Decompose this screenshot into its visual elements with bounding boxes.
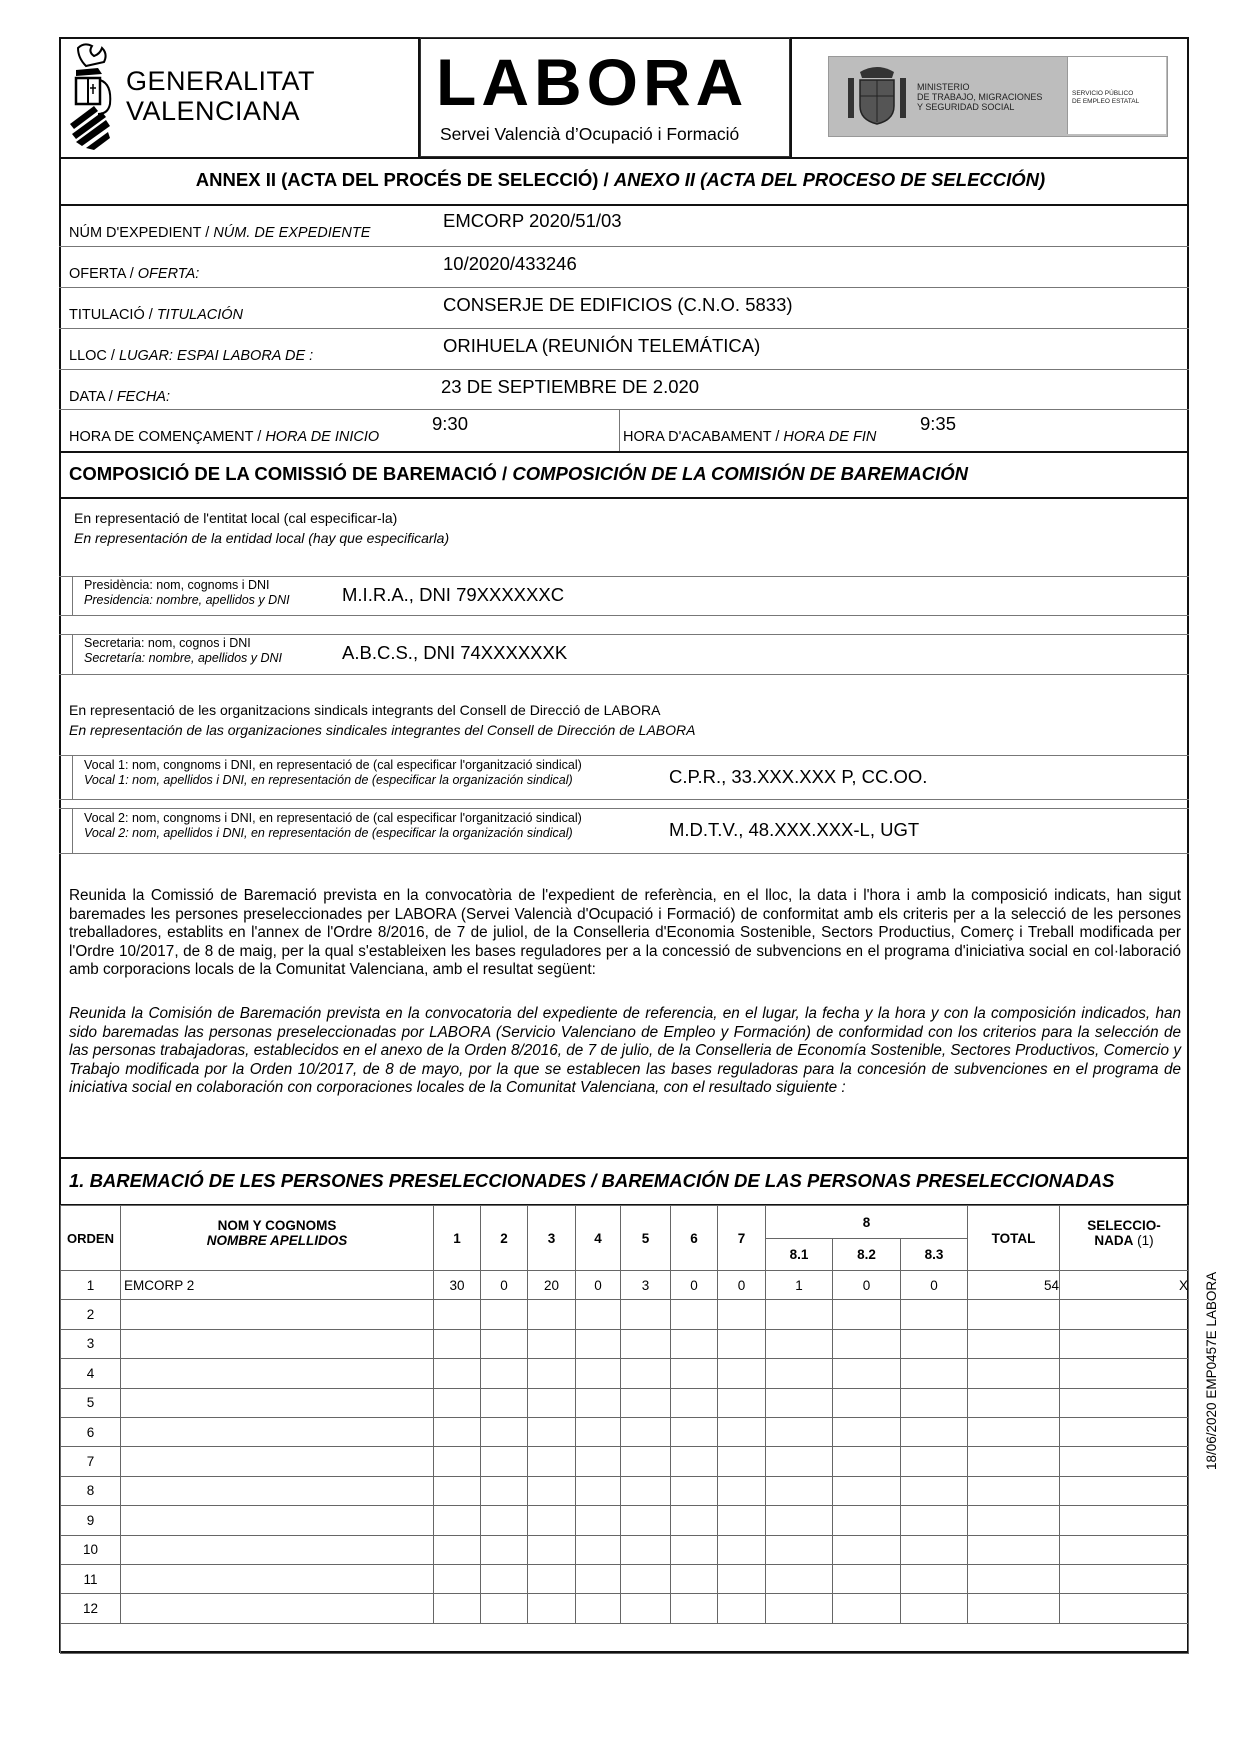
cell-total — [968, 1594, 1060, 1623]
sindicals-rep-ca: En representació de les organitzacions sindicals integrants del Consell de Direcció de LABORA — [69, 702, 661, 718]
cell-c81 — [766, 1506, 833, 1535]
cell-c6 — [671, 1447, 718, 1476]
fecha-label: DATA / FECHA: — [69, 389, 170, 405]
hora-fin-label: HORA D'ACABAMENT / HORA DE FIN — [623, 429, 877, 445]
cell-c83 — [901, 1476, 968, 1505]
cell-c81 — [766, 1535, 833, 1564]
table-row — [61, 1594, 1189, 1623]
col-nombre: NOM Y COGNOMS NOMBRE APELLIDOS — [121, 1206, 434, 1271]
cell-c2 — [481, 1300, 528, 1329]
cell-c4 — [576, 1388, 621, 1417]
cell-orden: 5 — [61, 1388, 121, 1417]
cell-total — [968, 1535, 1060, 1564]
cell-total — [968, 1564, 1060, 1593]
paragraph-es: Reunida la Comisión de Baremación prevista en la convocatoria del expediente de referencia, en el lugar, la fecha y la hora y con la composición indicados, han sido baremadas las personas preseleccionadas por LABORA (Servicio Valenciano de Empleo y Formación) de conformidad con los criterios para la selección de las personas trabajadoras, establecidos en el anexo de la Orden 8/2016, de 7 de julio, de la Conselleria de Economía Sostenible, Sectores Productivos, Comercio y Trabajo modificada por la Orden 10/2017, de 8 de mayo, por la que se establecen las bases reguladoras para la concesión de subvenciones en el programa de iniciativa social en colaboración con corporaciones locales de la Comunitat Valenciana, con el resultado siguiente : — [69, 1005, 1181, 1097]
generalitat-logo-text — [126, 66, 315, 126]
oferta-label: OFERTA / OFERTA: — [69, 266, 200, 282]
cell-c4 — [576, 1300, 621, 1329]
cell-c2 — [481, 1594, 528, 1623]
cell-c83 — [901, 1594, 968, 1623]
lugar-label: LLOC / LUGAR: ESPAI LABORA DE : — [69, 348, 314, 364]
cell-sel — [1060, 1447, 1189, 1476]
cell-c82 — [833, 1300, 901, 1329]
presidencia-value: M.I.R.A., DNI 79XXXXXXC — [342, 584, 565, 605]
generalitat-line2: VALENCIANA — [126, 96, 301, 126]
cell-c5 — [621, 1329, 671, 1358]
cell-c7 — [718, 1506, 766, 1535]
cell-c7 — [718, 1359, 766, 1388]
table-row — [61, 1476, 1189, 1505]
cell-c1 — [434, 1359, 481, 1388]
cell-c1 — [434, 1476, 481, 1505]
cell-c2 — [481, 1329, 528, 1358]
cell-c4 — [576, 1329, 621, 1358]
cell-c7: 0 — [718, 1271, 766, 1300]
titulacion-value: CONSERJE DE EDIFICIOS (C.N.O. 5833) — [443, 294, 793, 315]
cell-c5 — [621, 1476, 671, 1505]
sepe-text — [1072, 90, 1139, 106]
cell-c81 — [766, 1417, 833, 1446]
cell-c7 — [718, 1300, 766, 1329]
cell-sel: X — [1060, 1271, 1189, 1300]
cell-orden: 8 — [61, 1476, 121, 1505]
cell-c82 — [833, 1476, 901, 1505]
cell-orden: 11 — [61, 1564, 121, 1593]
baremacion-title: 1. BAREMACIÓ DE LES PERSONES PRESELECCIONADES / BAREMACIÓN DE LAS PERSONAS PRESELECCIONADAS — [69, 1170, 1115, 1191]
hora-inicio-value: 9:30 — [432, 413, 469, 434]
col-total: TOTAL — [968, 1206, 1060, 1271]
cell-c81 — [766, 1300, 833, 1329]
cell-c7 — [718, 1417, 766, 1446]
ministerio-line1: MINISTERIO — [917, 82, 970, 92]
cell-c81 — [766, 1476, 833, 1505]
cell-c5 — [621, 1447, 671, 1476]
lugar-value: ORIHUELA (REUNIÓN TELEMÁTICA) — [443, 335, 761, 356]
cell-c3 — [528, 1535, 576, 1564]
cell-total — [968, 1300, 1060, 1329]
cell-total — [968, 1388, 1060, 1417]
cell-c4 — [576, 1564, 621, 1593]
sepe-line2: DE EMPLEO ESTATAL — [1072, 98, 1140, 105]
col-4: 4 — [576, 1206, 621, 1271]
table-row — [61, 1271, 1189, 1300]
cell-c5 — [621, 1535, 671, 1564]
cell-c81 — [766, 1594, 833, 1623]
cell-sel — [1060, 1329, 1189, 1358]
cell-c3: 20 — [528, 1271, 576, 1300]
header-divider — [790, 37, 792, 157]
cell-c5 — [621, 1359, 671, 1388]
local-rep-es: En representación de la entidad local (hay que especificarla) — [74, 530, 450, 546]
cell-c3 — [528, 1388, 576, 1417]
cell-total — [968, 1329, 1060, 1358]
cell-c6 — [671, 1564, 718, 1593]
sindicals-rep-es: En representación de las organizaciones sindicales integrantes del Consell de Dirección de LABORA — [69, 722, 696, 738]
hora-inicio-label: HORA DE COMENÇAMENT / HORA DE INICIO — [69, 429, 380, 445]
cell-c3 — [528, 1329, 576, 1358]
sepe-line1: SERVICIO PÚBLICO — [1072, 90, 1134, 97]
cell-c7 — [718, 1388, 766, 1417]
cell-c3 — [528, 1594, 576, 1623]
cell-c3 — [528, 1359, 576, 1388]
cell-total — [968, 1506, 1060, 1535]
cell-c4 — [576, 1506, 621, 1535]
cell-orden: 12 — [61, 1594, 121, 1623]
col-3: 3 — [528, 1206, 576, 1271]
cell-c83 — [901, 1359, 968, 1388]
generalitat-crest-icon — [66, 42, 118, 152]
table-row — [61, 1564, 1189, 1593]
col-1: 1 — [434, 1206, 481, 1271]
cell-total: 54 — [968, 1271, 1060, 1300]
table-footer-row — [61, 1623, 1189, 1653]
cell-c1 — [434, 1564, 481, 1593]
cell-name — [121, 1506, 434, 1535]
cell-c82 — [833, 1417, 901, 1446]
cell-c83 — [901, 1300, 968, 1329]
cell-c3 — [528, 1447, 576, 1476]
cell-c82 — [833, 1388, 901, 1417]
cell-total — [968, 1417, 1060, 1446]
col-5: 5 — [621, 1206, 671, 1271]
cell-c6 — [671, 1535, 718, 1564]
vocal1-label: Vocal 1: nom, congnoms i DNI, en representació de (cal especificar l'organització sindical) Vocal 1: nom, apellidos i DNI, en representación de (especificar la organización sindical) — [84, 758, 582, 787]
labora-logo-subtitle: Servei Valencià d’Ocupació i Formació — [440, 124, 740, 144]
cell-total — [968, 1447, 1060, 1476]
cell-name — [121, 1388, 434, 1417]
cell-orden: 1 — [61, 1271, 121, 1300]
table-row — [61, 1388, 1189, 1417]
col-8: 8 — [766, 1206, 968, 1239]
cell-sel — [1060, 1594, 1189, 1623]
hora-fin-value: 9:35 — [920, 413, 957, 434]
side-document-code: 18/06/2020 EMP0457E LABORA — [1204, 1271, 1219, 1470]
cell-orden: 7 — [61, 1447, 121, 1476]
baremacion-table — [60, 1205, 1189, 1654]
cell-name — [121, 1417, 434, 1446]
cell-c82 — [833, 1359, 901, 1388]
cell-sel — [1060, 1388, 1189, 1417]
cell-c7 — [718, 1564, 766, 1593]
cell-c4 — [576, 1359, 621, 1388]
cell-sel — [1060, 1506, 1189, 1535]
cell-c81 — [766, 1564, 833, 1593]
cell-c2 — [481, 1417, 528, 1446]
cell-c1 — [434, 1447, 481, 1476]
spain-coat-of-arms-icon — [846, 64, 908, 126]
titulacion-label: TITULACIÓ / TITULACIÓN — [69, 307, 244, 323]
cell-c3 — [528, 1506, 576, 1535]
cell-c4: 0 — [576, 1271, 621, 1300]
cell-c1 — [434, 1506, 481, 1535]
col-8-3: 8.3 — [901, 1239, 968, 1271]
cell-name: EMCORP 2 — [121, 1271, 434, 1300]
vocal2-value: M.D.T.V., 48.XXX.XXX-L, UGT — [669, 819, 920, 840]
cell-c2 — [481, 1447, 528, 1476]
col-2: 2 — [481, 1206, 528, 1271]
cell-name — [121, 1447, 434, 1476]
cell-c5 — [621, 1388, 671, 1417]
cell-c83 — [901, 1329, 968, 1358]
col-seleccionada: SELECCIO- NADA (1) — [1060, 1206, 1189, 1271]
paragraph-ca: Reunida la Comissió de Baremació prevista en la convocatòria de l'expedient de referència, en el lloc, la data i l'hora i amb la composició indicats, han sigut baremades les persones preseleccionades per LABORA (Servei Valencià d'Ocupació i Formació) de conformitat amb els criteris per a la selecció de les persones treballadores, establits en l'annex de l'Ordre 8/2016, de 7 de juliol, de la Conselleria d'Economia Sostenible, Sectors Productius, Comerç i Treball modificada per l'Ordre 10/2017, de 8 de maig, per la qual s'estableixen les bases reguladores per a la concessió de subvencions en el programa d'iniciativa social en col·laboració amb corporacions locals de la Comunitat Valenciana, amb el resultat següent: — [69, 887, 1181, 979]
cell-c81 — [766, 1447, 833, 1476]
cell-c2 — [481, 1476, 528, 1505]
table-row — [61, 1359, 1189, 1388]
table-row — [61, 1329, 1189, 1358]
cell-orden: 10 — [61, 1535, 121, 1564]
col-7: 7 — [718, 1206, 766, 1271]
table-row — [61, 1447, 1189, 1476]
cell-name — [121, 1476, 434, 1505]
cell-c83 — [901, 1535, 968, 1564]
cell-c82 — [833, 1329, 901, 1358]
secretaria-value: A.B.C.S., DNI 74XXXXXXK — [342, 642, 568, 663]
cell-c83 — [901, 1564, 968, 1593]
cell-c4 — [576, 1417, 621, 1446]
cell-c82 — [833, 1564, 901, 1593]
cell-name — [121, 1359, 434, 1388]
cell-c6 — [671, 1300, 718, 1329]
cell-c83 — [901, 1447, 968, 1476]
cell-sel — [1060, 1359, 1189, 1388]
fecha-value: 23 DE SEPTIEMBRE DE 2.020 — [441, 376, 700, 397]
cell-sel — [1060, 1564, 1189, 1593]
cell-c1 — [434, 1594, 481, 1623]
presidencia-label: Presidència: nom, cognoms i DNI Presidencia: nombre, apellidos y DNI — [84, 578, 290, 607]
table-row — [61, 1506, 1189, 1535]
cell-c4 — [576, 1594, 621, 1623]
cell-c83 — [901, 1506, 968, 1535]
cell-c6 — [671, 1388, 718, 1417]
cell-c5: 3 — [621, 1271, 671, 1300]
cell-c2 — [481, 1535, 528, 1564]
cell-c7 — [718, 1329, 766, 1358]
cell-name — [121, 1300, 434, 1329]
cell-name — [121, 1594, 434, 1623]
cell-c82 — [833, 1506, 901, 1535]
generalitat-line1: GENERALITAT — [126, 66, 316, 96]
cell-c3 — [528, 1417, 576, 1446]
commission-title: COMPOSICIÓ DE LA COMISSIÓ DE BAREMACIÓ / COMPOSICIÓN DE LA COMISIÓN DE BAREMACIÓN — [69, 463, 969, 484]
labora-logo-title: LABORA — [436, 45, 749, 119]
cell-c83 — [901, 1417, 968, 1446]
cell-c7 — [718, 1535, 766, 1564]
vocal1-value: C.P.R., 33.XXX.XXX P, CC.OO. — [669, 766, 928, 787]
cell-c7 — [718, 1447, 766, 1476]
cell-orden: 6 — [61, 1417, 121, 1446]
cell-name — [121, 1329, 434, 1358]
cell-c82 — [833, 1594, 901, 1623]
cell-orden: 9 — [61, 1506, 121, 1535]
cell-c1 — [434, 1388, 481, 1417]
cell-c81 — [766, 1359, 833, 1388]
oferta-value: 10/2020/433246 — [443, 253, 577, 274]
cell-c81: 1 — [766, 1271, 833, 1300]
cell-c4 — [576, 1535, 621, 1564]
ministerio-text — [917, 82, 1042, 112]
cell-c1 — [434, 1329, 481, 1358]
cell-c1 — [434, 1417, 481, 1446]
cell-c4 — [576, 1447, 621, 1476]
cell-c7 — [718, 1476, 766, 1505]
cell-c5 — [621, 1564, 671, 1593]
cell-c2 — [481, 1388, 528, 1417]
cell-c81 — [766, 1329, 833, 1358]
cell-total — [968, 1476, 1060, 1505]
cell-c2 — [481, 1564, 528, 1593]
cell-c5 — [621, 1594, 671, 1623]
cell-sel — [1060, 1476, 1189, 1505]
annex-title: ANNEX II (ACTA DEL PROCÉS DE SELECCIÓ) / ANEXO II (ACTA DEL PROCESO DE SELECCIÓN) — [195, 169, 1046, 190]
cell-c6 — [671, 1506, 718, 1535]
cell-name — [121, 1535, 434, 1564]
cell-sel — [1060, 1300, 1189, 1329]
secretaria-label: Secretaria: nom, cognos i DNI Secretaría: nombre, apellidos y DNI — [84, 636, 283, 665]
cell-c5 — [621, 1506, 671, 1535]
cell-c82 — [833, 1447, 901, 1476]
cell-c3 — [528, 1300, 576, 1329]
cell-name — [121, 1564, 434, 1593]
cell-c5 — [621, 1300, 671, 1329]
cell-c2 — [481, 1506, 528, 1535]
table-footer-cell — [61, 1623, 1189, 1653]
cell-c5 — [621, 1417, 671, 1446]
vocal2-label: Vocal 2: nom, congnoms i DNI, en representació de (cal especificar l'organització sindical) Vocal 2: nom, apellidos i DNI, en representación de (especificar la organización sindical) — [84, 811, 582, 840]
cell-c4 — [576, 1476, 621, 1505]
cell-c6 — [671, 1594, 718, 1623]
cell-c7 — [718, 1594, 766, 1623]
cell-c6: 0 — [671, 1271, 718, 1300]
cell-c3 — [528, 1564, 576, 1593]
cell-c1: 30 — [434, 1271, 481, 1300]
cell-c1 — [434, 1300, 481, 1329]
ministerio-line2: DE TRABAJO, MIGRACIONES — [917, 92, 1043, 102]
cell-orden: 4 — [61, 1359, 121, 1388]
cell-c6 — [671, 1476, 718, 1505]
cell-c6 — [671, 1359, 718, 1388]
col-orden: ORDEN — [61, 1206, 121, 1271]
cell-c2 — [481, 1359, 528, 1388]
cell-c82: 0 — [833, 1271, 901, 1300]
cell-sel — [1060, 1417, 1189, 1446]
table-row — [61, 1300, 1189, 1329]
cell-orden: 3 — [61, 1329, 121, 1358]
expedient-label: NÚM D'EXPEDIENT / NÚM. DE EXPEDIENTE — [69, 225, 371, 241]
cell-c1 — [434, 1535, 481, 1564]
cell-c6 — [671, 1329, 718, 1358]
cell-total — [968, 1359, 1060, 1388]
ministerio-line3: Y SEGURIDAD SOCIAL — [917, 102, 1015, 112]
cell-c82 — [833, 1535, 901, 1564]
cell-c6 — [671, 1417, 718, 1446]
cell-orden: 2 — [61, 1300, 121, 1329]
cell-c83: 0 — [901, 1271, 968, 1300]
local-rep-ca: En representació de l'entitat local (cal especificar-la) — [74, 510, 398, 526]
col-8-1: 8.1 — [766, 1239, 833, 1271]
cell-c83 — [901, 1388, 968, 1417]
cell-c3 — [528, 1476, 576, 1505]
table-row — [61, 1535, 1189, 1564]
col-8-2: 8.2 — [833, 1239, 901, 1271]
cell-sel — [1060, 1535, 1189, 1564]
col-6: 6 — [671, 1206, 718, 1271]
expedient-value: EMCORP 2020/51/03 — [443, 210, 622, 231]
cell-c81 — [766, 1388, 833, 1417]
table-row — [61, 1417, 1189, 1446]
cell-c2: 0 — [481, 1271, 528, 1300]
